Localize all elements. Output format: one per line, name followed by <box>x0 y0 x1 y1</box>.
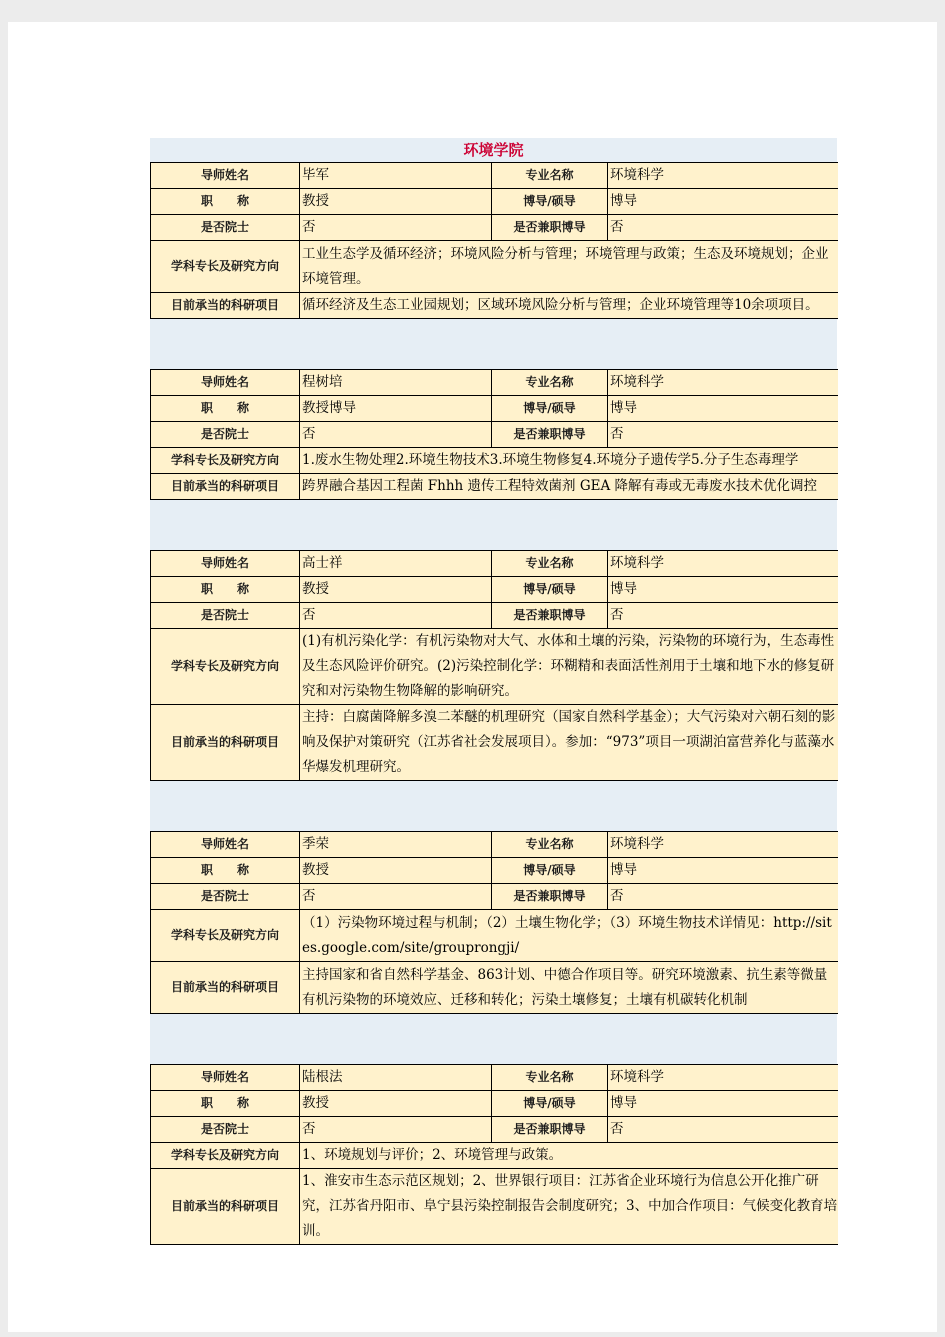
value-projects: 主持国家和省自然科学基金、863计划、中德合作项目等。研究环境激素、抗生素等微量有机污染物的环境效应、迁移和转化；污染土壤修复；土壤有机碳转化机制 <box>300 962 838 1014</box>
label-name: 导师姓名 <box>151 551 300 577</box>
value-level: 博导 <box>608 396 838 422</box>
value-part-time: 否 <box>608 603 838 629</box>
value-level: 博导 <box>608 858 838 884</box>
value-projects: 跨界融合基因工程菌 Fhhh 遗传工程特效菌剂 GEA 降解有毒或无毒废水技术优化调控 <box>300 474 838 500</box>
spreadsheet <box>150 138 837 1245</box>
label-major: 专业名称 <box>492 832 608 858</box>
label-research: 学科专长及研究方向 <box>151 448 300 474</box>
advisor-record <box>150 369 838 500</box>
label-major: 专业名称 <box>492 551 608 577</box>
label-level: 博导/硕导 <box>492 858 608 884</box>
label-academician: 是否院士 <box>151 603 300 629</box>
label-major: 专业名称 <box>492 370 608 396</box>
value-level: 博导 <box>608 189 838 215</box>
value-name: 程树培 <box>300 370 492 396</box>
label-part-time: 是否兼职博导 <box>492 1117 608 1143</box>
document-page <box>8 22 937 1332</box>
label-research: 学科专长及研究方向 <box>151 241 300 293</box>
label-name: 导师姓名 <box>151 163 300 189</box>
value-academician: 否 <box>300 603 492 629</box>
value-part-time: 否 <box>608 1117 838 1143</box>
label-rank: 职 称 <box>151 396 300 422</box>
value-academician: 否 <box>300 884 492 910</box>
label-level: 博导/硕导 <box>492 577 608 603</box>
value-part-time: 否 <box>608 884 838 910</box>
label-part-time: 是否兼职博导 <box>492 422 608 448</box>
value-major: 环境科学 <box>608 832 838 858</box>
value-projects: 循环经济及生态工业园规划；区域环境风险分析与管理；企业环境管理等10余项项目。 <box>300 293 838 319</box>
value-rank: 教授博导 <box>300 396 492 422</box>
label-projects: 目前承当的科研项目 <box>151 1169 300 1245</box>
value-research: (1)有机污染化学：有机污染物对大气、水体和土壤的污染，污染物的环境行为，生态毒性及生态风险评价研究。(2)污染控制化学：环糊精和表面活性剂用于土壤和地下水的修复研究和对污染物生物降解的影响研究。 <box>300 629 838 705</box>
row-gap <box>150 500 837 550</box>
value-name: 陆根法 <box>300 1065 492 1091</box>
label-projects: 目前承当的科研项目 <box>151 474 300 500</box>
value-projects: 1、淮安市生态示范区规划；2、世界银行项目：江苏省企业环境行为信息公开化推广研究，江苏省丹阳市、阜宁县污染控制报告会制度研究；3、中加合作项目：气候变化教育培训。 <box>300 1169 838 1245</box>
value-academician: 否 <box>300 1117 492 1143</box>
value-academician: 否 <box>300 215 492 241</box>
label-research: 学科专长及研究方向 <box>151 1143 300 1169</box>
label-academician: 是否院士 <box>151 884 300 910</box>
value-part-time: 否 <box>608 215 838 241</box>
label-name: 导师姓名 <box>151 1065 300 1091</box>
label-projects: 目前承当的科研项目 <box>151 962 300 1014</box>
label-name: 导师姓名 <box>151 832 300 858</box>
value-research: 1.废水生物处理2.环境生物技术3.环境生物修复4.环境分子遗传学5.分子生态毒理学 <box>300 448 838 474</box>
label-name: 导师姓名 <box>151 370 300 396</box>
value-part-time: 否 <box>608 422 838 448</box>
label-academician: 是否院士 <box>151 1117 300 1143</box>
row-gap <box>150 1014 837 1064</box>
value-academician: 否 <box>300 422 492 448</box>
label-research: 学科专长及研究方向 <box>151 629 300 705</box>
label-rank: 职 称 <box>151 858 300 884</box>
row-gap <box>150 319 837 369</box>
row-gap <box>150 781 837 831</box>
value-research: （1）污染物环境过程与机制；（2）土壤生物化学；（3）环境生物技术详情见：http://sites.google.com/site/grouprongji/ <box>300 910 838 962</box>
label-level: 博导/硕导 <box>492 1091 608 1117</box>
value-research: 工业生态学及循环经济；环境风险分析与管理；环境管理与政策；生态及环境规划；企业环境管理。 <box>300 241 838 293</box>
label-part-time: 是否兼职博导 <box>492 603 608 629</box>
label-rank: 职 称 <box>151 189 300 215</box>
page-title: 环境学院 <box>150 138 837 162</box>
label-major: 专业名称 <box>492 163 608 189</box>
label-projects: 目前承当的科研项目 <box>151 293 300 319</box>
label-part-time: 是否兼职博导 <box>492 884 608 910</box>
value-rank: 教授 <box>300 189 492 215</box>
value-rank: 教授 <box>300 577 492 603</box>
value-name: 季荣 <box>300 832 492 858</box>
advisor-record <box>150 831 838 1014</box>
value-rank: 教授 <box>300 858 492 884</box>
label-rank: 职 称 <box>151 577 300 603</box>
label-academician: 是否院士 <box>151 422 300 448</box>
value-projects: 主持：白腐菌降解多溴二苯醚的机理研究（国家自然科学基金）；大气污染对六朝石刻的影响及保护对策研究（江苏省社会发展项目）。参加：“973”项目一项湖泊富营养化与蓝藻水华爆发机理研究。 <box>300 705 838 781</box>
label-research: 学科专长及研究方向 <box>151 910 300 962</box>
advisor-record <box>150 1064 838 1245</box>
label-major: 专业名称 <box>492 1065 608 1091</box>
label-academician: 是否院士 <box>151 215 300 241</box>
value-name: 高士祥 <box>300 551 492 577</box>
advisor-record <box>150 550 838 781</box>
label-projects: 目前承当的科研项目 <box>151 705 300 781</box>
label-rank: 职 称 <box>151 1091 300 1117</box>
value-rank: 教授 <box>300 1091 492 1117</box>
label-level: 博导/硕导 <box>492 396 608 422</box>
value-major: 环境科学 <box>608 551 838 577</box>
label-part-time: 是否兼职博导 <box>492 215 608 241</box>
advisor-record <box>150 162 838 319</box>
value-level: 博导 <box>608 577 838 603</box>
value-level: 博导 <box>608 1091 838 1117</box>
value-research: 1、环境规划与评价；2、环境管理与政策。 <box>300 1143 838 1169</box>
value-name: 毕军 <box>300 163 492 189</box>
value-major: 环境科学 <box>608 163 838 189</box>
value-major: 环境科学 <box>608 370 838 396</box>
label-level: 博导/硕导 <box>492 189 608 215</box>
value-major: 环境科学 <box>608 1065 838 1091</box>
